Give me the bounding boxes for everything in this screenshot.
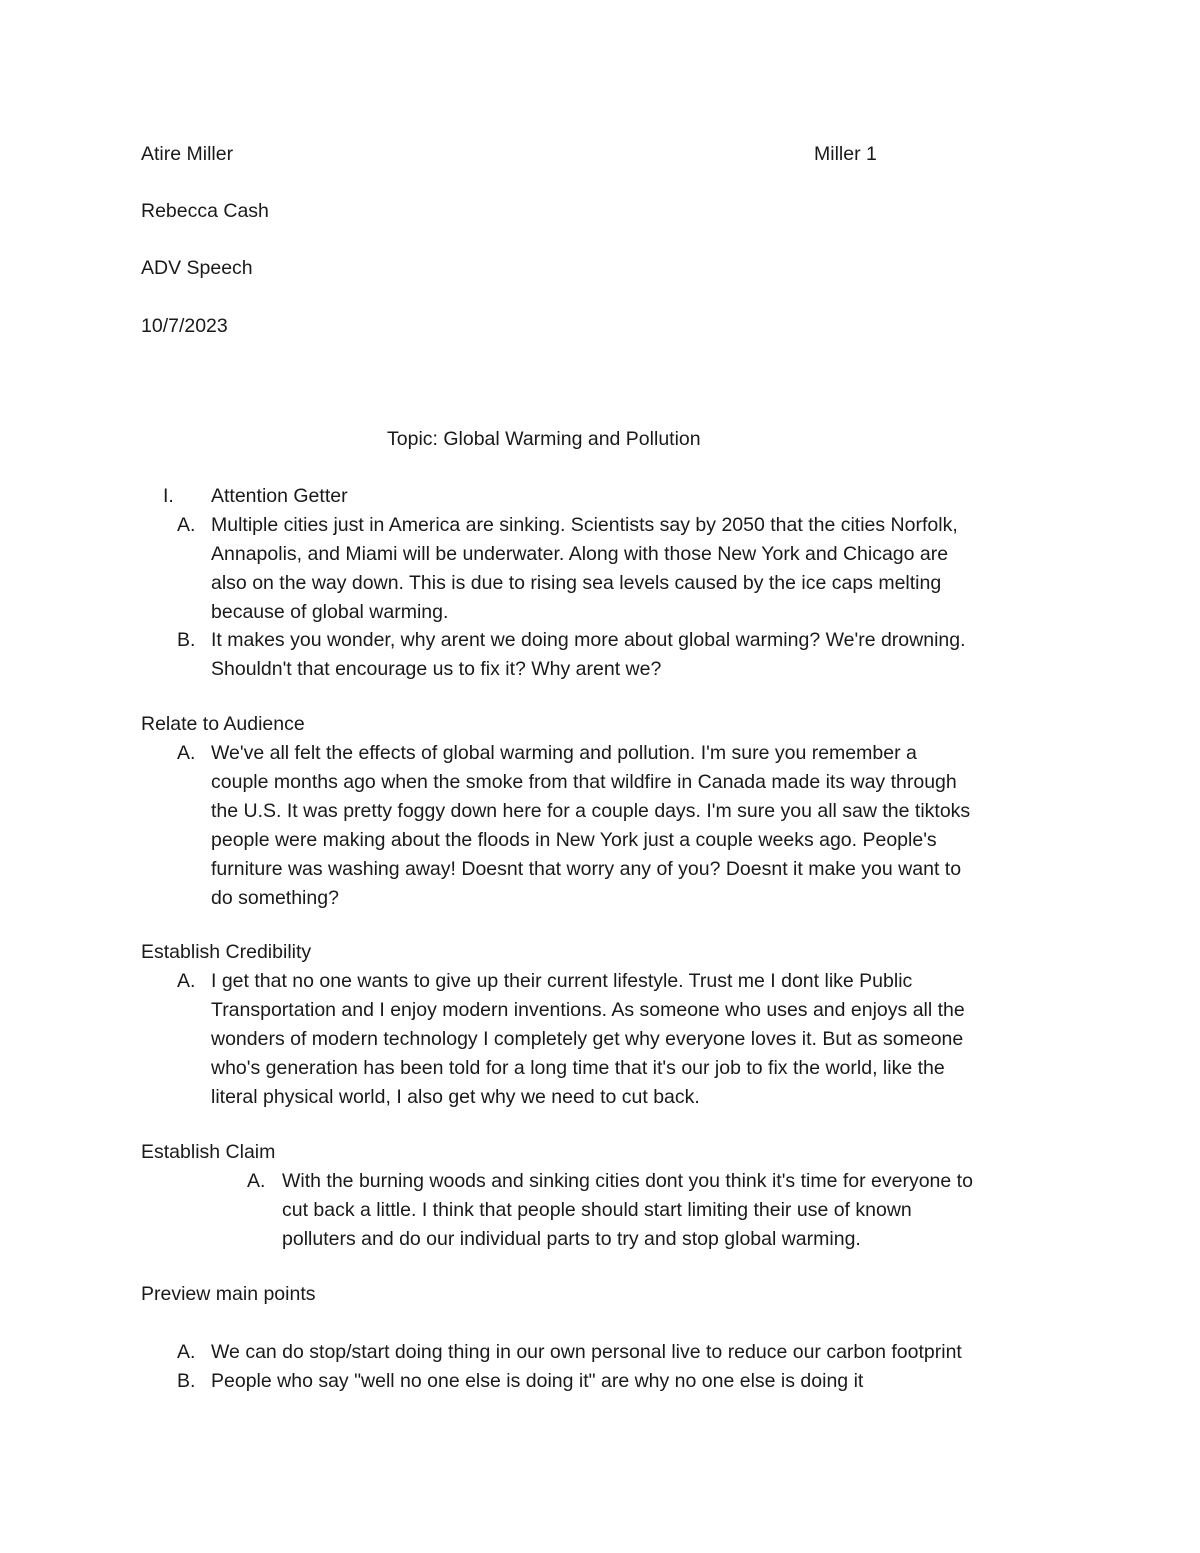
text-line: With the burning woods and sinking cities dont you think it's time for everyone to	[282, 1170, 973, 1192]
text-line: cut back a little. I think that people should start limiting their use of known	[282, 1199, 912, 1221]
page-header-label: Miller 1	[814, 143, 877, 165]
relate-item-a	[211, 739, 970, 913]
preview-item-b	[211, 1367, 863, 1396]
text-line: We can do stop/start doing thing in our own personal live to reduce our carbon footprint	[211, 1341, 962, 1363]
claim-item-a	[282, 1167, 973, 1254]
text-line: who's generation has been told for a long time that it's our job to fix the world, like the	[211, 1057, 945, 1079]
section-heading-attention: Attention Getter	[211, 485, 348, 507]
text-line: people were making about the floods in New York just a couple weeks ago. People's	[211, 829, 937, 851]
text-line: We've all felt the effects of global warming and pollution. I'm sure you remember a	[211, 742, 917, 764]
text-line: People who say "well no one else is doing it" are why no one else is doing it	[211, 1370, 864, 1392]
text-line: the U.S. It was pretty foggy down here for a couple days. I'm sure you all saw the tiktoks	[211, 800, 971, 822]
document-date: 10/7/2023	[141, 315, 228, 337]
item-marker: B.	[177, 629, 196, 651]
section-heading-credibility: Establish Credibility	[141, 941, 312, 963]
section-heading-relate: Relate to Audience	[141, 713, 305, 735]
item-marker: A.	[177, 970, 196, 992]
text-line: I get that no one wants to give up their current lifestyle. Trust me I dont like Public	[211, 970, 913, 992]
attention-item-a	[211, 511, 958, 627]
text-line: wonders of modern technology I completely get why everyone loves it. But as someone	[211, 1028, 964, 1050]
text-line: because of global warming.	[211, 601, 449, 623]
author-name: Atire Miller	[141, 143, 234, 165]
text-line: literal physical world, I also get why we need to cut back.	[211, 1086, 700, 1108]
credibility-item-a	[211, 967, 965, 1112]
text-line: also on the way down. This is due to rising sea levels caused by the ice caps melting	[211, 572, 942, 594]
item-marker: B.	[177, 1370, 196, 1392]
text-line: Transportation and I enjoy modern inventions. As someone who uses and enjoys all the	[211, 999, 965, 1021]
attention-item-b	[211, 626, 966, 684]
text-line: do something?	[211, 887, 339, 909]
course-name: ADV Speech	[141, 257, 253, 279]
teacher-name: Rebecca Cash	[141, 200, 269, 222]
section-roman-marker: I.	[163, 485, 174, 507]
text-line: furniture was washing away! Doesnt that worry any of you? Doesnt it make you want to	[211, 858, 962, 880]
text-line: polluters and do our individual parts to try and stop global warming.	[282, 1228, 861, 1250]
item-marker: A.	[247, 1170, 266, 1192]
section-heading-claim: Establish Claim	[141, 1141, 276, 1163]
item-marker: A.	[177, 742, 196, 764]
text-line: couple months ago when the smoke from that wildfire in Canada made its way through	[211, 771, 957, 793]
text-line: Annapolis, and Miami will be underwater. Along with those New York and Chicago are	[211, 543, 949, 565]
section-heading-preview: Preview main points	[141, 1283, 316, 1305]
item-marker: A.	[177, 1341, 196, 1363]
text-line: Shouldn't that encourage us to fix it? Why arent we?	[211, 658, 662, 680]
text-line: It makes you wonder, why arent we doing more about global warming? We're drowning.	[211, 629, 966, 651]
topic-title: Topic: Global Warming and Pollution	[387, 428, 701, 450]
preview-item-a	[211, 1338, 962, 1367]
item-marker: A.	[177, 514, 196, 536]
text-line: Multiple cities just in America are sinking. Scientists say by 2050 that the cities Norfolk,	[211, 514, 958, 536]
